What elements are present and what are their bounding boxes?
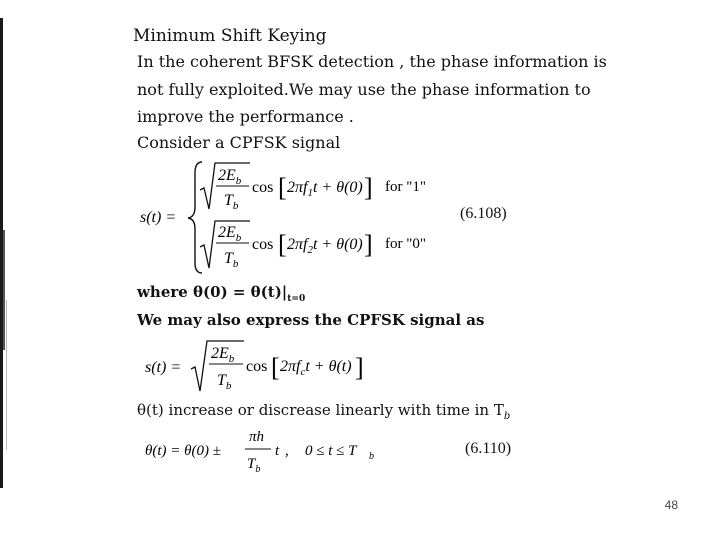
svg-text:b: b bbox=[369, 451, 374, 462]
svg-text:,: , bbox=[285, 443, 289, 459]
eq2-lhs: s(t) = bbox=[145, 359, 182, 376]
svg-text:2Eb: $2E_b$ bbox=[218, 167, 242, 187]
eq1-lhs: s(t) = bbox=[140, 209, 177, 226]
consider-line: Consider a CPFSK signal bbox=[137, 133, 341, 152]
svg-text:Tb: $T_b$ bbox=[247, 456, 261, 475]
eq3-lhs: θ(t) = θ(0) ± bbox=[145, 443, 221, 459]
svg-text:[: [ bbox=[278, 173, 287, 202]
slide-number: 48 bbox=[664, 498, 678, 512]
equation-number-6-110: (6.110) bbox=[465, 440, 512, 457]
svg-text:t: t bbox=[275, 443, 280, 459]
svg-text:cos: cos bbox=[252, 179, 274, 196]
paragraph-line-1: In the coherent BFSK detection , the phase information is bbox=[137, 52, 607, 71]
theta-line bbox=[137, 401, 510, 422]
svg-text:[: [ bbox=[271, 353, 280, 382]
svg-text:cos: cos bbox=[246, 358, 268, 375]
theta-sub: b bbox=[503, 411, 511, 422]
eq1-case1-condition: for "1" bbox=[385, 179, 426, 195]
where-sub: t=0 bbox=[287, 294, 306, 304]
svg-text:2πf1t + θ(0): $2\pi f_1t + \theta(0)$ bbox=[287, 179, 363, 199]
where-line bbox=[137, 283, 305, 304]
scan-line bbox=[6, 300, 7, 450]
also-line: We may also express the CPFSK signal as bbox=[137, 311, 485, 329]
where-text: where θ(0) = θ(t)| bbox=[137, 283, 288, 301]
section-title: Minimum Shift Keying bbox=[133, 26, 327, 46]
svg-text:cos: cos bbox=[252, 236, 274, 253]
svg-text:2πfct + θ(t): $2\pi f_ct + \theta(t)$ bbox=[280, 358, 352, 378]
eq3-range: 0 ≤ t ≤ T bbox=[305, 443, 357, 459]
equation-cpfsk-general bbox=[145, 335, 385, 397]
svg-text:2Eb: $2E_b$ bbox=[211, 345, 235, 365]
paragraph-line-3: improve the performance . bbox=[137, 107, 354, 126]
svg-text:]: ] bbox=[364, 230, 373, 259]
svg-text:]: ] bbox=[355, 353, 364, 382]
svg-text:]: ] bbox=[364, 173, 373, 202]
equation-6-108 bbox=[140, 155, 460, 280]
svg-text:2πf2t + θ(0): $2\pi f_2t + \theta(0)$ bbox=[287, 236, 363, 256]
svg-text:[: [ bbox=[278, 230, 287, 259]
equation-number-6-108: (6.108) bbox=[460, 205, 507, 222]
svg-text:πh: πh bbox=[249, 429, 265, 445]
svg-text:Tb: $T_b$ bbox=[217, 372, 232, 392]
svg-text:2Eb: $2E_b$ bbox=[218, 224, 242, 244]
scan-border-inner bbox=[3, 230, 5, 350]
theta-text: θ(t) increase or discrease linearly with time in T bbox=[137, 401, 504, 419]
svg-text:Tb: $T_b$ bbox=[224, 192, 239, 212]
equation-6-110 bbox=[145, 425, 385, 481]
svg-text:Tb: $T_b$ bbox=[224, 250, 239, 270]
paragraph-line-2: not fully exploited.We may use the phase information to bbox=[137, 80, 591, 99]
eq1-case2-condition: for "0" bbox=[385, 236, 426, 252]
